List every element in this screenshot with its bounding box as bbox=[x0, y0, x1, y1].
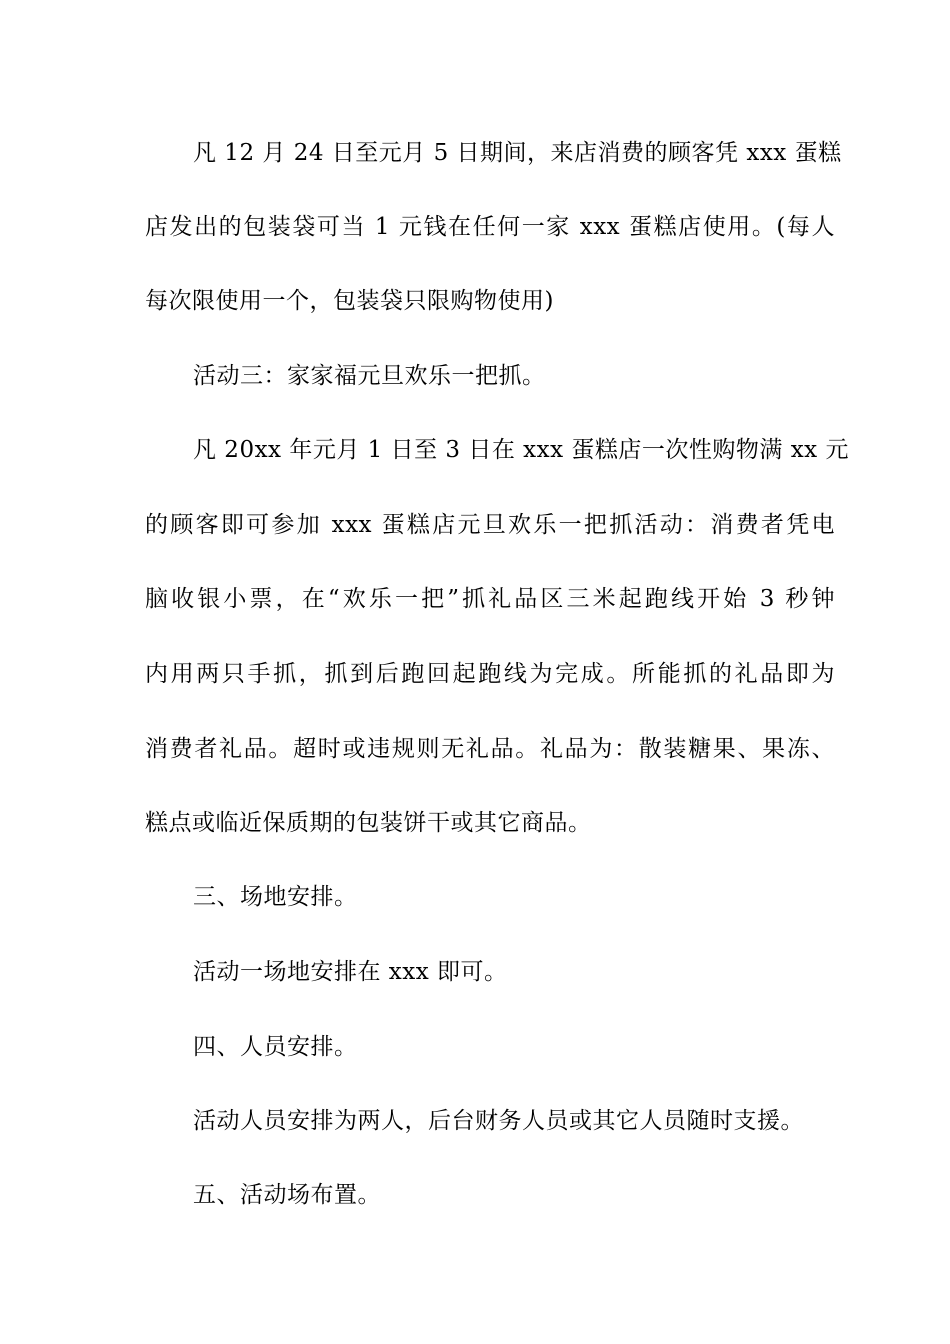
paragraph-line: 每次限使用一个，包装袋只限购物使用) bbox=[145, 288, 554, 314]
paragraph-line: 活动人员安排为两人，后台财务人员或其它人员随时支援。 bbox=[193, 1108, 804, 1134]
paragraph-line: 凡 20xx 年元月 1 日至 3 日在 xxx 蛋糕店一次性购物满 xx 元 bbox=[193, 437, 849, 463]
paragraph-line: 店发出的包装袋可当 1 元钱在任何一家 xxx 蛋糕店使用。(每人 bbox=[145, 214, 835, 240]
section-heading: 五、活动场布置。 bbox=[193, 1182, 381, 1208]
paragraph-line: 活动一场地安排在 xxx 即可。 bbox=[193, 959, 508, 985]
paragraph-line: 凡 12 月 24 日至元月 5 日期间，来店消费的顾客凭 xxx 蛋糕 bbox=[193, 140, 842, 166]
paragraph-line: 的顾客即可参加 xxx 蛋糕店元旦欢乐一把抓活动：消费者凭电 bbox=[145, 512, 835, 538]
paragraph-line: 内用两只手抓，抓到后跑回起跑线为完成。所能抓的礼品即为 bbox=[145, 661, 835, 687]
section-heading: 四、人员安排。 bbox=[193, 1034, 358, 1060]
paragraph-line: 消费者礼品。超时或违规则无礼品。礼品为：散装糖果、果冻、 bbox=[145, 736, 835, 762]
paragraph-line: 糕点或临近保质期的包装饼干或其它商品。 bbox=[145, 810, 592, 836]
section-heading: 活动三：家家福元旦欢乐一把抓。 bbox=[193, 363, 546, 389]
paragraph-line: 脑收银小票，在“欢乐一把”抓礼品区三米起跑线开始 3 秒钟 bbox=[145, 586, 835, 612]
section-heading: 三、场地安排。 bbox=[193, 884, 358, 910]
